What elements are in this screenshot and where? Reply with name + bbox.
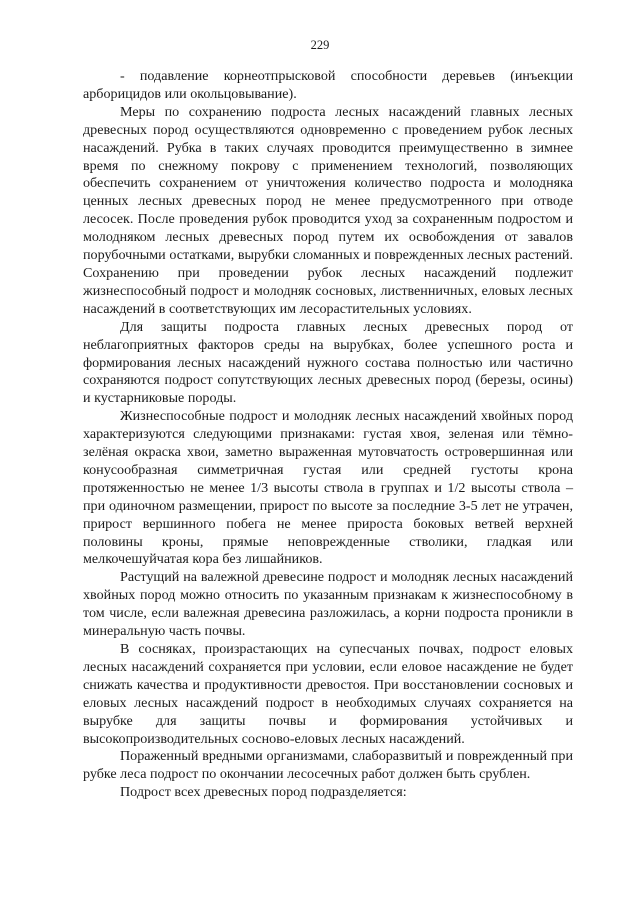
- paragraph-companion-species-protection: Для защиты подроста главных лесных древесных пород от неблагоприятных факторов среды на вырубках, более успешного роста и формирования лесных насаждений нужного состава полностью или частично сохраняются подрост сопутствующих лесных древесных пород (березы, осины) и кустарниковые породы.: [83, 318, 573, 407]
- paragraph-pine-stands-spruce: В сосняках, произрастающих на супесчаных почвах, подрост еловых лесных насаждений сохраняется при условии, если еловое насаждение не будет снижать качества и продуктивности древостоя. При восстановлении сосновых и еловых лесных насаждений подрост в необходимых случаях сохраняется на вырубке для защиты почвы и формирования устойчивых и высокопроизводительных сосново-еловых лесных насаждений.: [83, 641, 573, 747]
- paragraph-viable-undergrowth-signs: Жизнеспособные подрост и молодняк лесных насаждений хвойных пород характеризуются следующими признаками: густая хвоя, зеленая или тёмно-зелёная окраска хвои, заметно выраженная мутовчатость островершинная или конусообразная симметричная густая или средней густоты крона протяженностью не менее 1/3 высоты ствола в группах и 1/2 высоты ствола – при одиночном размещении, прирост по высоте за последние 3-5 лет не утрачен, прирост вершинного побега не менее прироста боковых ветвей верхней половины кроны, прямые неповрежденные стволики, гладкая или мелкочешуйчатая кора без лишайников.: [83, 408, 573, 568]
- paragraph-deadwood-undergrowth: Растущий на валежной древесине подрост и молодняк лесных насаждений хвойных пород можно относить по указанным признакам к жизнеспособному в том числе, если валежная древесина разложилась, а корни подроста проникли в минеральную часть почвы.: [83, 569, 573, 640]
- page-number: 229: [310, 38, 330, 52]
- body-text: [83, 68, 573, 802]
- paragraph-undergrowth-classification-intro: Подрост всех древесных пород подразделяется:: [120, 784, 407, 801]
- paragraph-damaged-undergrowth-removal: Пораженный вредными организмами, слаборазвитый и поврежденный при рубке леса подрост по окончании лесосечных работ должен быть срублен.: [83, 748, 573, 783]
- paragraph-undergrowth-preservation-measures: Меры по сохранению подроста лесных насаждений главных лесных древесных пород осуществляются одновременно с проведением рубок лесных насаждений. Рубка в таких случаях проводится преимущественно в зимнее время по снежному покрову с применением технологий, позволяющих обеспечить сохранением от уничтожения количество подроста и молодняка ценных лесных древесных пород не менее предусмотренного при отводе лесосек. После проведения рубок проводится уход за сохраненным подростом и молодняком лесных древесных пород путем их освобождения от завалов порубочными остатками, вырубки сломанных и поврежденных лесных растений. Сохранению при проведении рубок лесных насаждений подлежит жизнеспособный подрост и молодняк сосновых, лиственничных, еловых лесных насаждений в соответствующих им лесорастительных условиях.: [83, 103, 573, 317]
- paragraph-arboricide-list-item: - подавление корнеотпрысковой способности деревьев (инъекции арборицидов или окольцовывание).: [83, 68, 573, 102]
